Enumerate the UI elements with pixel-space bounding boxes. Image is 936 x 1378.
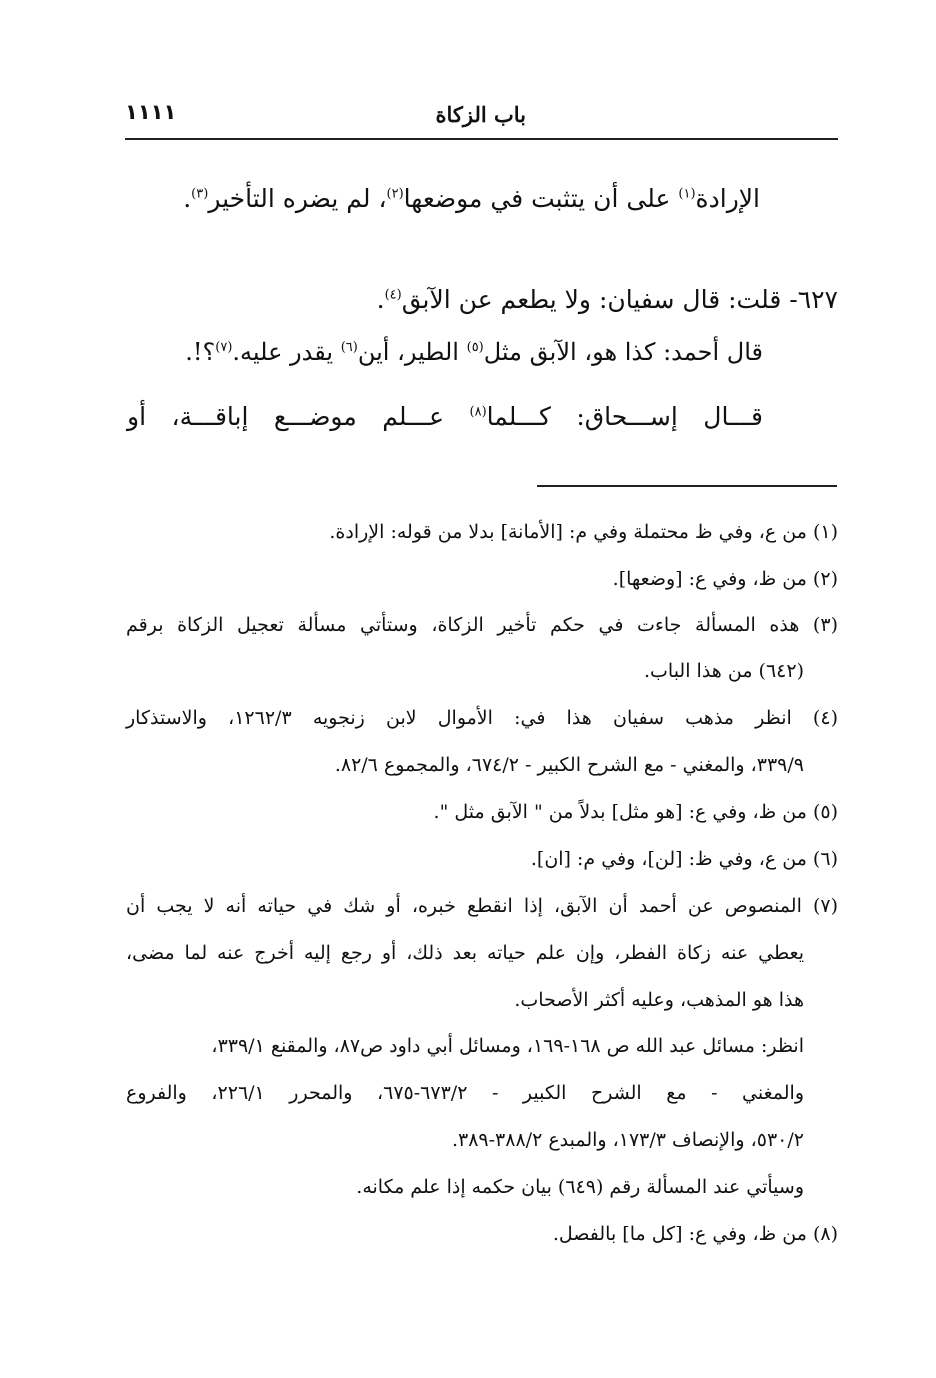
footnote-ref-2[interactable]: (٢) — [386, 186, 404, 202]
footnote-ref-8[interactable]: (٨) — [469, 404, 487, 420]
footnote-separator — [537, 485, 837, 487]
footnote-line: انظر: مسائل عبد الله ص ١٦٨-١٦٩، ومسائل أبي داود ص٨٧، والمقنع ٣٣٩/١، — [211, 1035, 804, 1057]
footnote-line: (٣) هذه المسألة جاءت في حكم تأخير الزكاة، وستأتي مسألة تعجيل الزكاة برقم — [126, 614, 838, 636]
footnote-ref-7[interactable]: (٧) — [215, 340, 233, 355]
footnote-line: وسيأتي عند المسألة رقم (٦٤٩) بيان حكمه إذا علم مكانه. — [356, 1176, 804, 1198]
footnote-line: (٧) المنصوص عن أحمد أن الآبق، إذا انقطع خبره، أو شك في حياته أنه لا يجب أن — [126, 895, 838, 917]
text-run: عـــلم موضـــع إباقـــة، أو — [127, 402, 470, 431]
main-text-line-2 — [126, 285, 838, 314]
footnote-ref-1[interactable]: (١) — [678, 186, 696, 202]
footnote-line: (٨) من ظ، وفي ع: [كل ما] بالفصل. — [552, 1223, 838, 1245]
main-text-line-1 — [48, 184, 760, 213]
text-run: على أن يتثبت في موضعها — [403, 184, 679, 213]
footnote-line: ٣٣٩/٩، والمغني - مع الشرح الكبير - ٦٧٤/٢، والمجموع ٨٢/٦. — [334, 754, 804, 776]
footnote-ref-3[interactable]: (٣) — [191, 186, 209, 202]
main-text-line-4 — [127, 402, 763, 431]
text-run: قال أحمد: كذا هو، الآبق مثل — [483, 338, 763, 366]
text-run: . — [376, 285, 385, 314]
text-run: يقدر عليه. — [232, 338, 341, 366]
footnote-line: (٦) من ع، وفي ظ: [لن]، وفي م: [ان]. — [530, 848, 838, 870]
text-run: الطير، أين — [357, 338, 467, 366]
page-number: ١١١١ — [125, 100, 177, 124]
footnote-ref-5[interactable]: (٥) — [466, 340, 484, 355]
footnote-line: هذا هو المذهب، وعليه أكثر الأصحاب. — [514, 989, 804, 1011]
footnote-ref-4[interactable]: (٤) — [384, 287, 402, 303]
text-run: ٦٢٧- قلت: قال سفيان: ولا يطعم عن الآبق — [401, 285, 838, 314]
footnote-line: (١) من ع، وفي ظ محتملة وفي م: [الأمانة] بدلا من قوله: الإرادة. — [329, 521, 838, 543]
footnote-line: والمغني - مع الشرح الكبير - ٦٧٣/٢-٦٧٥، والمحرر ٢٢٦/١، والفروع — [126, 1082, 804, 1104]
text-run: قـــال إســـحاق: كـــلما — [486, 402, 763, 431]
text-run: ؟!. — [185, 338, 216, 366]
footnote-line: (٤) انظر مذهب سفيان هذا في: الأموال لابن زنجويه ١٢٦٢/٣، والاستذكار — [126, 707, 838, 729]
main-text-line-3 — [51, 338, 763, 366]
footnote-line: ٥٣٠/٢، والإنصاف ١٧٣/٣، والمبدع ٣٨٨/٢-٣٨٩. — [451, 1129, 804, 1151]
footnote-line: يعطي عنه زكاة الفطر، وإن علم حياته بعد ذلك، أو رجع إليه أخرج عنه لما مضى، — [126, 942, 804, 964]
chapter-title: باب الزكاة — [435, 102, 526, 127]
text-run: . — [183, 184, 192, 213]
text-run: ، لم يضره التأخير — [208, 184, 387, 213]
footnote-ref-6[interactable]: (٦) — [340, 340, 358, 355]
footnote-line: (٥) من ظ، وفي ع: [هو مثل] بدلاً من " الآبق مثل ". — [433, 801, 838, 823]
footnote-line: (٦٤٢) من هذا الباب. — [643, 660, 804, 682]
running-header — [125, 96, 838, 140]
text-run: الإرادة — [695, 184, 760, 213]
footnote-line: (٢) من ظ، وفي ع: [وضعها]. — [612, 568, 838, 590]
